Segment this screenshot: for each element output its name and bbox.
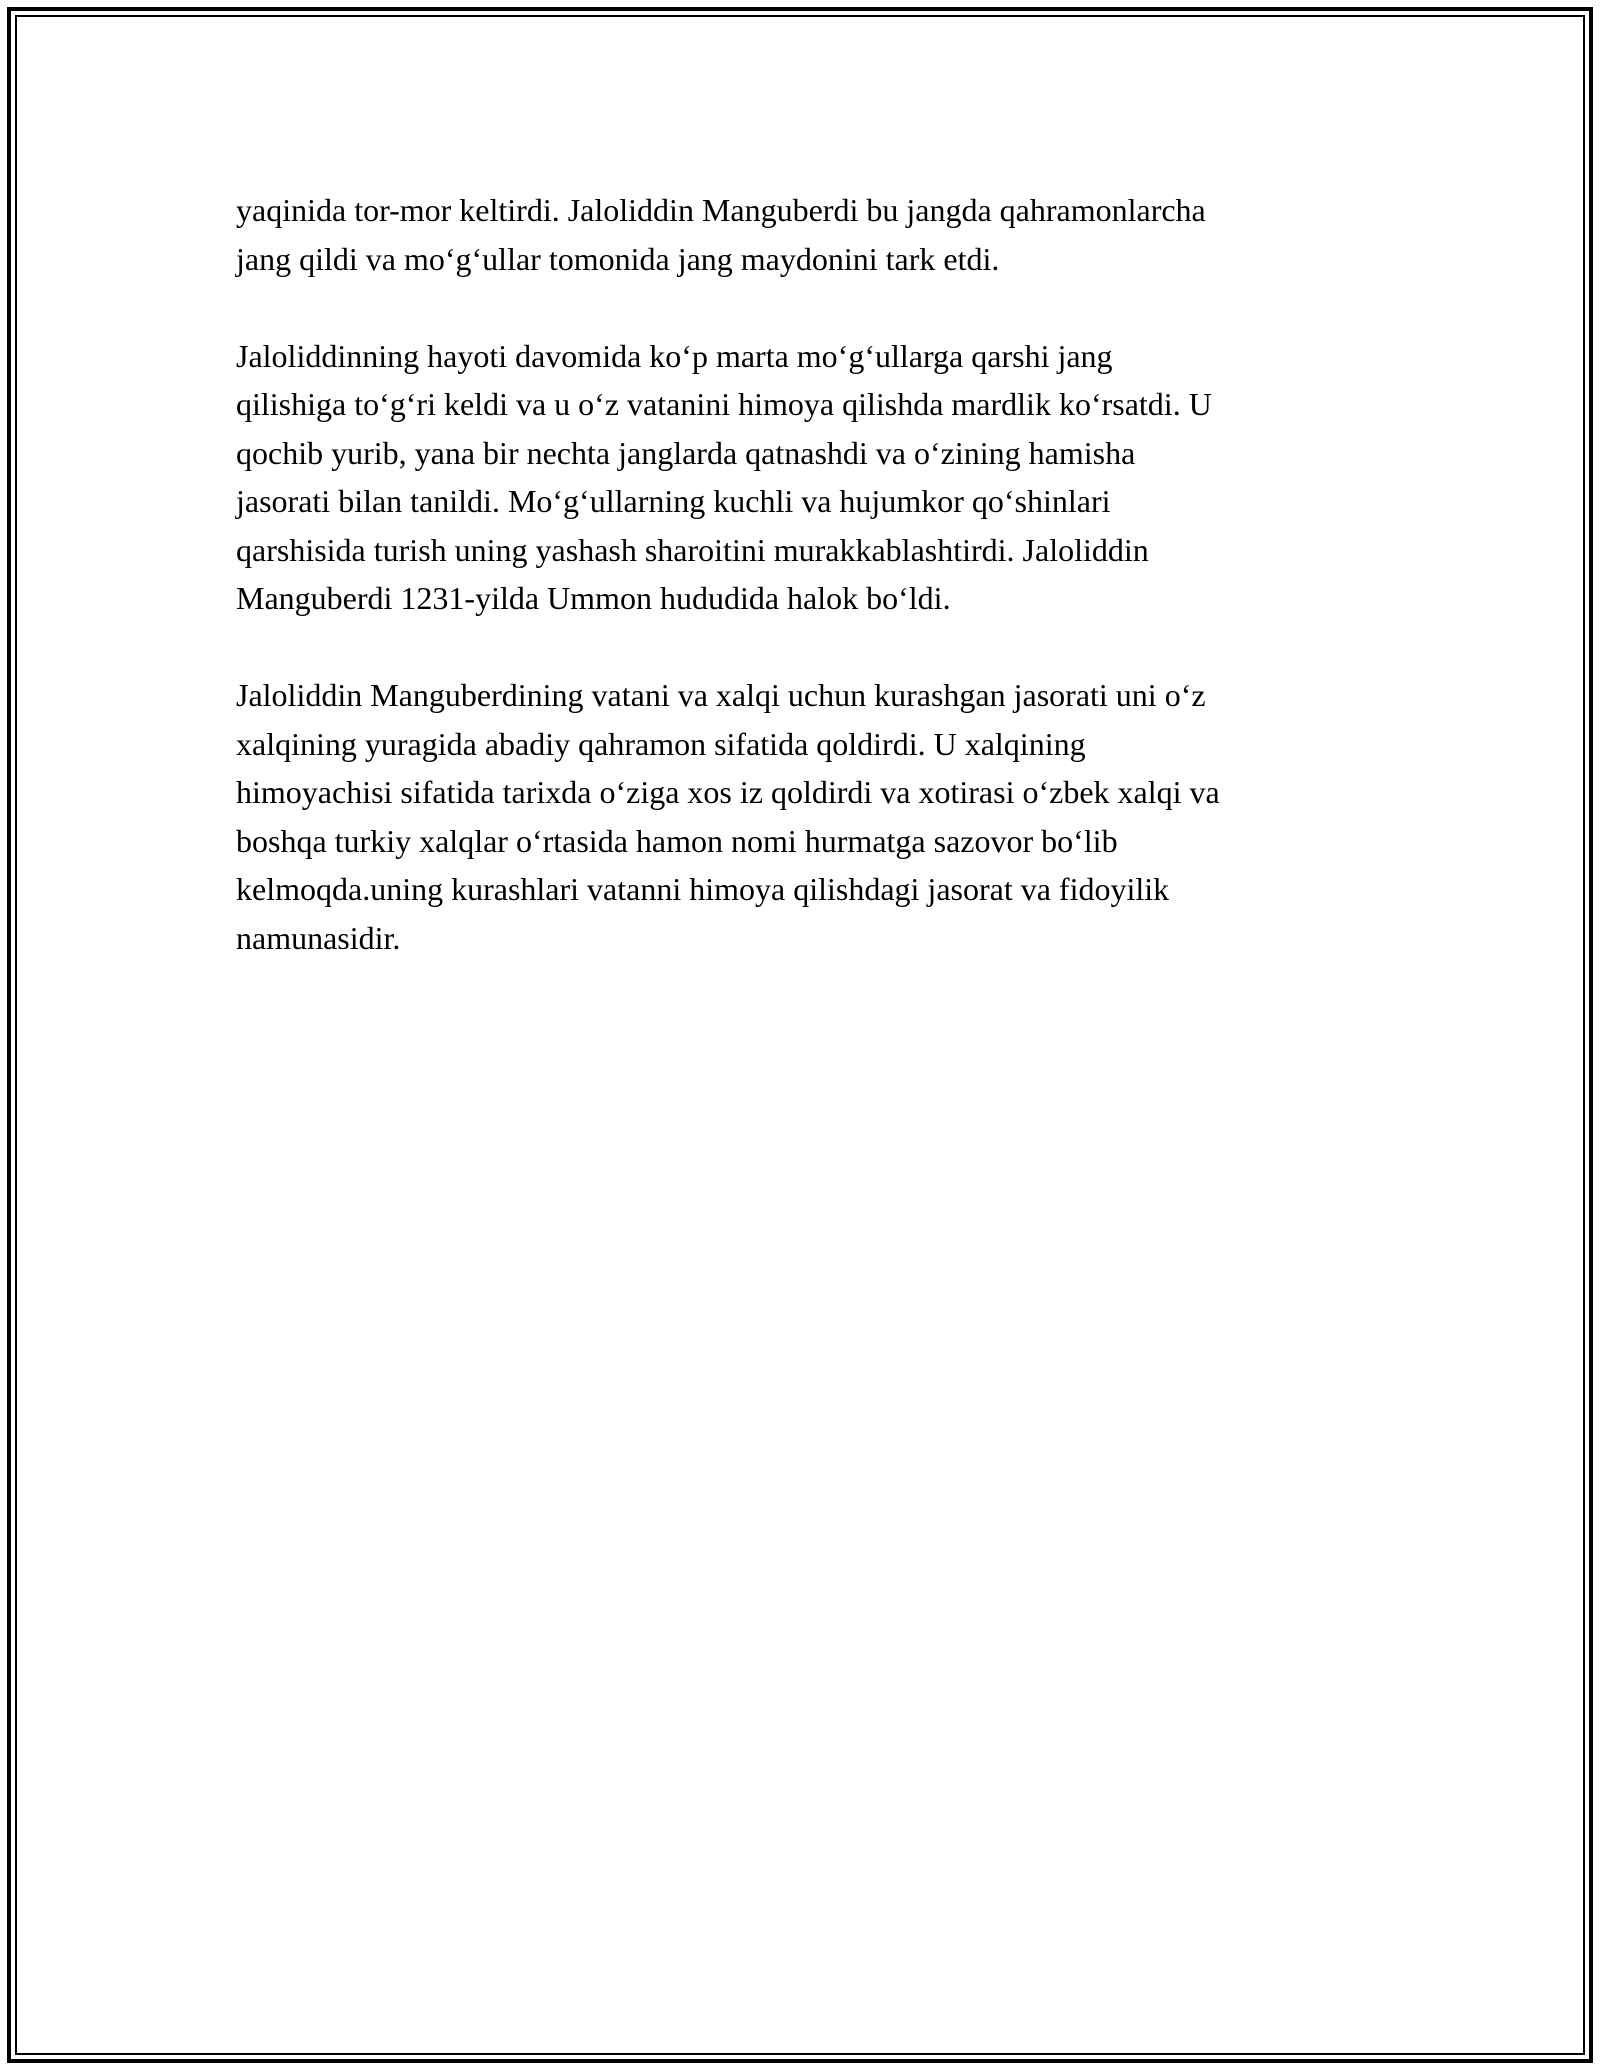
text-line: qilishiga to‘g‘ri keldi va u o‘z vatanini himoya qilishda mardlik ko‘rsatdi. U bbox=[236, 386, 1212, 422]
text-line: jasorati bilan tanildi. Mo‘g‘ullarning kuchli va hujumkor qo‘shinlari bbox=[236, 483, 1111, 519]
paragraph-1 bbox=[236, 186, 1376, 283]
text-line: jang qildi va mo‘g‘ullar tomonida jang maydonini tark etdi. bbox=[236, 240, 1000, 277]
text-line: boshqa turkiy xalqlar o‘rtasida hamon nomi hurmatga sazovor bo‘lib bbox=[236, 822, 1118, 859]
text-line: Manguberdi 1231-yilda Ummon hududida halok bo‘ldi. bbox=[236, 580, 951, 616]
paragraph-3 bbox=[236, 671, 1376, 962]
text-line: xalqining yuragida abadiy qahramon sifatida qoldirdi. U xalqining bbox=[236, 725, 1086, 762]
text-line: qochib yurib, yana bir nechta janglarda qatnashdi va o‘zining hamisha bbox=[236, 434, 1136, 471]
text-line: yaqinida tor-mor keltirdi. Jaloliddin Manguberdi bu jangda qahramonlarcha bbox=[236, 192, 1206, 228]
text-line: Jaloliddin Manguberdining vatani va xalqi uchun kurashgan jasorati uni o‘z bbox=[236, 677, 1206, 713]
text-line: qarshisida turish uning yashash sharoitini murakkablashtirdi. Jaloliddin bbox=[236, 531, 1149, 568]
text-line: kelmoqda.uning kurashlari vatanni himoya qilishdagi jasorat va fidoyilik bbox=[236, 871, 1170, 907]
document-body bbox=[236, 186, 1376, 1011]
text-line: namunasidir. bbox=[236, 919, 401, 956]
text-line: himoyachisi sifatida tarixda o‘ziga xos iz qoldirdi va xotirasi o‘zbek xalqi va bbox=[236, 774, 1220, 810]
text-line: Jaloliddinning hayoti davomida ko‘p marta mo‘g‘ullarga qarshi jang bbox=[236, 337, 1113, 374]
paragraph-2 bbox=[236, 332, 1376, 623]
